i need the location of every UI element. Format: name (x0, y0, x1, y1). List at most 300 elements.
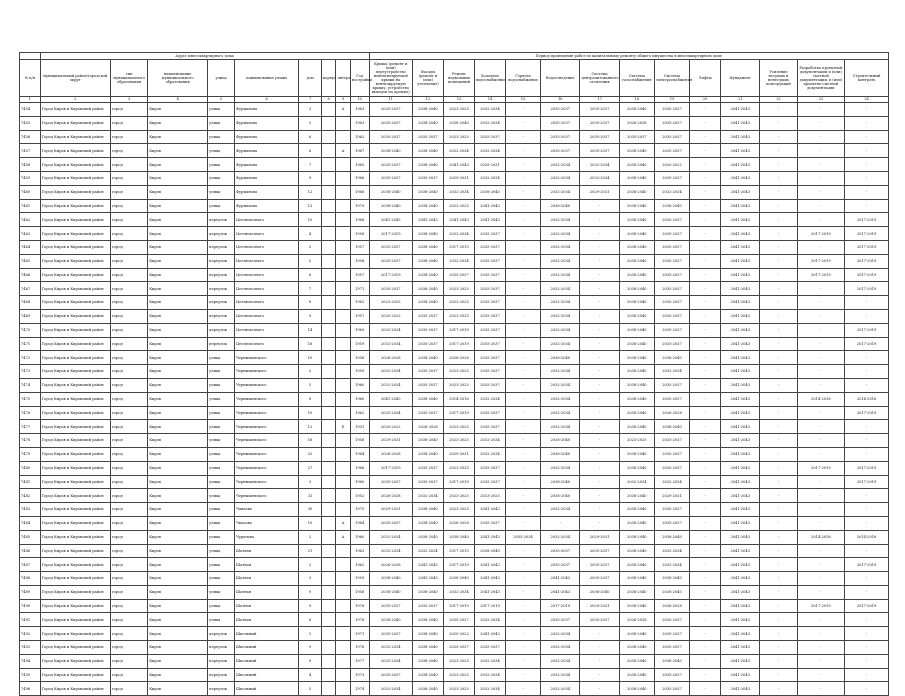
table-cell: 7492 (20, 627, 41, 641)
table-cell: - (760, 171, 797, 185)
table-cell: 2 (299, 365, 322, 379)
table-cell: 2017-2019 (797, 599, 845, 613)
table-cell: город (110, 544, 147, 558)
table-cell: 2035-2037 (474, 337, 505, 351)
table-cell: 2035-2037 (369, 254, 412, 268)
table-cell: город (110, 227, 147, 241)
table-cell: - (580, 420, 619, 434)
table-cell: - (580, 213, 619, 227)
table-cell: - (506, 351, 541, 365)
table-cell: 2032-2034 (369, 641, 412, 655)
column-header: улица (208, 60, 235, 97)
table-cell: Фурманова (235, 116, 299, 130)
table-cell (321, 378, 335, 392)
table-cell: - (690, 254, 721, 268)
table-cell: - (506, 434, 541, 448)
table-cell: - (760, 213, 797, 227)
table-cell: Город Киров и Кировский район (40, 185, 110, 199)
table-cell: - (797, 475, 845, 489)
table-row (20, 434, 889, 448)
table-cell: город (110, 254, 147, 268)
table-cell: 2035-2037 (654, 130, 689, 144)
table-cell: - (506, 682, 541, 696)
table-cell: 2038-2040 (412, 447, 443, 461)
table-cell: - (845, 199, 889, 213)
table-cell (336, 489, 350, 503)
table-cell: 2038-2040 (654, 585, 689, 599)
table-cell: 2017-2019 (845, 323, 889, 337)
table-cell: 2041-2043 (412, 572, 443, 586)
table-cell: 1952 (350, 489, 369, 503)
table-cell: - (797, 323, 845, 337)
table-cell (336, 585, 350, 599)
table-cell: 14 (299, 323, 322, 337)
table-cell: 2032-2034 (369, 378, 412, 392)
table-cell: 2032-2034 (541, 365, 580, 379)
table-cell: 7460 (20, 185, 41, 199)
table-cell: переулок (208, 654, 235, 668)
table-cell: 5 (299, 254, 322, 268)
table-cell: 2017-2019 (845, 558, 889, 572)
table-cell: 1973 (350, 668, 369, 682)
table-cell: 2041-2043 (474, 503, 505, 517)
table-cell: - (690, 668, 721, 682)
table-cell: 2035-2037 (369, 158, 412, 172)
table-cell: Целлюлозного (235, 254, 299, 268)
table-cell (321, 434, 335, 448)
table-cell: 2032-2034 (541, 227, 580, 241)
table-cell: 2041-2043 (474, 558, 505, 572)
table-row (20, 185, 889, 199)
table-row (20, 309, 889, 323)
table-cell: - (506, 392, 541, 406)
table-cell: 2035-2037 (654, 682, 689, 696)
table-cell: 2026-2028 (654, 599, 689, 613)
table-cell: 2032-2034 (541, 185, 580, 199)
table-cell: переулок (208, 240, 235, 254)
table-cell: - (760, 516, 797, 530)
table-cell: - (580, 199, 619, 213)
table-cell: 9 (299, 309, 322, 323)
table-cell: 2017-2019 (797, 227, 845, 241)
table-cell: 1957 (350, 309, 369, 323)
table-cell: улица (208, 199, 235, 213)
table-cell: 2017-2019 (443, 558, 474, 572)
table-cell: 1960 (350, 378, 369, 392)
table-cell: 2041-2043 (721, 282, 760, 296)
table-cell: 2038-2040 (654, 420, 689, 434)
table-cell: 1959 (350, 337, 369, 351)
table-cell: - (845, 103, 889, 117)
table-cell: Город Киров и Кировский район (40, 682, 110, 696)
column-number: 3 (110, 97, 147, 103)
table-cell: город (110, 158, 147, 172)
table-cell (321, 296, 335, 310)
table-cell: - (760, 130, 797, 144)
table-cell: 2041-2043 (721, 213, 760, 227)
table-cell: 2 (299, 558, 322, 572)
table-cell: 2029-2031 (580, 530, 619, 544)
table-cell: - (580, 641, 619, 655)
table-cell: Киров (148, 158, 208, 172)
table-cell (336, 282, 350, 296)
table-cell: 9 (299, 641, 322, 655)
table-row (20, 475, 889, 489)
table-cell: - (797, 572, 845, 586)
table-cell: - (797, 489, 845, 503)
table-cell: - (690, 144, 721, 158)
table-row (20, 641, 889, 655)
column-header: наименование муниципального образования (148, 60, 208, 97)
table-cell: Чернышевского (235, 378, 299, 392)
table-cell: - (845, 489, 889, 503)
table-cell: 2032-2034 (369, 654, 412, 668)
table-cell: 2032-2034 (369, 337, 412, 351)
table-cell: 2032-2034 (654, 475, 689, 489)
table-cell: 2041-2043 (721, 185, 760, 199)
table-cell: 2032-2034 (541, 268, 580, 282)
table-cell: - (797, 420, 845, 434)
table-cell (336, 475, 350, 489)
table-cell: улица (208, 158, 235, 172)
table-cell: 2038-2040 (619, 558, 654, 572)
table-cell: 2035-2037 (654, 227, 689, 241)
table-cell: 2041-2043 (721, 392, 760, 406)
table-cell: - (506, 544, 541, 558)
table-cell (321, 613, 335, 627)
table-cell: 7484 (20, 516, 41, 530)
table-cell: 7474 (20, 378, 41, 392)
table-cell: - (797, 103, 845, 117)
table-cell: - (760, 103, 797, 117)
table-cell: - (845, 309, 889, 323)
table-cell: Город Киров и Кировский район (40, 337, 110, 351)
table-cell: город (110, 599, 147, 613)
table-cell: 2038-2040 (619, 268, 654, 282)
table-cell: - (580, 461, 619, 475)
table-cell: 2032-2034 (443, 254, 474, 268)
table-cell: 2032-2034 (654, 558, 689, 572)
table-cell: 1976 (350, 599, 369, 613)
table-cell: 2032-2034 (654, 185, 689, 199)
table-cell (321, 447, 335, 461)
table-cell: Киров (148, 351, 208, 365)
column-header: Лифты (690, 60, 721, 97)
table-cell: - (690, 103, 721, 117)
table-cell: 2032-2034 (474, 434, 505, 448)
table-cell: - (506, 613, 541, 627)
table-cell: 2038-2040 (412, 668, 443, 682)
table-cell: 2035-2037 (474, 475, 505, 489)
table-cell: - (506, 558, 541, 572)
table-cell: Город Киров и Кировский район (40, 213, 110, 227)
table-cell: 2023-2025 (443, 668, 474, 682)
table-cell: Город Киров и Кировский район (40, 130, 110, 144)
table-cell: Город Киров и Кировский район (40, 171, 110, 185)
table-cell: - (690, 240, 721, 254)
table-cell: 2038-2040 (619, 282, 654, 296)
table-cell (321, 489, 335, 503)
table-row (20, 199, 889, 213)
table-cell: 2041-2043 (474, 627, 505, 641)
table-cell: Чернышевского (235, 365, 299, 379)
table-cell (321, 682, 335, 696)
table-cell: Город Киров и Кировский район (40, 158, 110, 172)
table-cell: Киров (148, 254, 208, 268)
table-cell: 2026-2028 (369, 558, 412, 572)
table-cell: Город Киров и Кировский район (40, 627, 110, 641)
table-cell: 2023-2025 (443, 654, 474, 668)
table-cell: 2035-2037 (580, 558, 619, 572)
table-cell: 2032-2034 (369, 406, 412, 420)
table-cell: 2038-2040 (619, 668, 654, 682)
table-cell: 2035-2037 (541, 130, 580, 144)
column-number: 22 (760, 97, 797, 103)
table-cell: 2038-2040 (654, 530, 689, 544)
table-cell: 2041-2043 (721, 585, 760, 599)
table-cell: Чапаева (235, 503, 299, 517)
table-cell: переулок (208, 213, 235, 227)
table-cell: 7 (299, 282, 322, 296)
table-cell: 2035-2034 (506, 530, 541, 544)
table-cell: 12 (299, 185, 322, 199)
table-cell: 2023-2025 (443, 103, 474, 117)
table-cell: Киров (148, 213, 208, 227)
table-cell: 2041-2043 (721, 447, 760, 461)
table-cell: Чернышевского (235, 351, 299, 365)
table-cell: 7469 (20, 309, 41, 323)
table-cell: 16 (299, 434, 322, 448)
table-cell (321, 103, 335, 117)
table-cell: - (760, 558, 797, 572)
table-cell: 2035-2037 (541, 558, 580, 572)
table-cell: 2029-2031 (580, 185, 619, 199)
table-cell: - (760, 158, 797, 172)
table-cell: переулок (208, 682, 235, 696)
table-cell: 1963 (350, 103, 369, 117)
table-row (20, 323, 889, 337)
column-header: Система газоснабжения (619, 60, 654, 97)
table-cell: город (110, 516, 147, 530)
table-cell: - (580, 654, 619, 668)
table-cell: 2032-2034 (541, 213, 580, 227)
table-cell: 2017-2019 (443, 544, 474, 558)
table-cell: 2023-2025 (443, 489, 474, 503)
table-cell: 2035-2037 (580, 572, 619, 586)
table-cell: 9 (299, 654, 322, 668)
table-cell (336, 461, 350, 475)
column-number: 24 (845, 97, 889, 103)
table-cell: - (760, 475, 797, 489)
table-cell: Киров (148, 309, 208, 323)
table-cell: - (845, 682, 889, 696)
table-cell: 2038-2040 (619, 337, 654, 351)
table-cell (321, 530, 335, 544)
table-cell: 2038-2040 (619, 199, 654, 213)
table-cell: - (690, 627, 721, 641)
table-cell: 7477 (20, 420, 41, 434)
table-cell: 1958 (350, 434, 369, 448)
table-cell: 2032-2034 (541, 627, 580, 641)
table-cell: 7488 (20, 572, 41, 586)
table-cell: 7459 (20, 171, 41, 185)
table-cell: Киров (148, 516, 208, 530)
table-cell: город (110, 558, 147, 572)
table-cell: - (506, 641, 541, 655)
table-cell: город (110, 378, 147, 392)
column-number: 6 (235, 97, 299, 103)
table-cell: - (760, 406, 797, 420)
table-cell: 2032-2034 (541, 530, 580, 544)
table-cell: 2035-2037 (474, 365, 505, 379)
column-number: 1 (20, 97, 41, 103)
table-cell: город (110, 572, 147, 586)
table-cell: 7495 (20, 668, 41, 682)
table-cell: 2032-2034 (541, 461, 580, 475)
table-cell: 2020-2022 (443, 627, 474, 641)
table-cell: - (580, 668, 619, 682)
table-cell: 2014-2016 (797, 392, 845, 406)
table-cell: 2038-2040 (412, 351, 443, 365)
table-cell (336, 254, 350, 268)
table-cell: 2035-2037 (654, 641, 689, 655)
table-cell: - (845, 613, 889, 627)
table-cell: 2035-2037 (654, 282, 689, 296)
table-cell: 2032-2034 (541, 668, 580, 682)
table-cell: 2032-2034 (541, 641, 580, 655)
table-row (20, 268, 889, 282)
table-cell: 1962 (350, 130, 369, 144)
table-cell: - (797, 144, 845, 158)
table-cell: - (690, 641, 721, 655)
table-cell: 9 (299, 599, 322, 613)
table-cell: Город Киров и Кировский район (40, 530, 110, 544)
table-cell: 2038-2040 (619, 503, 654, 517)
table-cell: - (690, 558, 721, 572)
table-cell: город (110, 434, 147, 448)
column-number: 11 (369, 97, 412, 103)
table-cell: Киров (148, 144, 208, 158)
table-cell: город (110, 351, 147, 365)
table-cell: - (506, 227, 541, 241)
table-cell: улица (208, 130, 235, 144)
table-cell: 2035-2037 (541, 544, 580, 558)
table-cell: - (797, 282, 845, 296)
table-cell: - (580, 434, 619, 448)
table-cell: переулок (208, 641, 235, 655)
table-cell: 2032-2034 (541, 420, 580, 434)
table-cell (336, 544, 350, 558)
table-cell: - (760, 613, 797, 627)
table-cell: - (690, 613, 721, 627)
table-cell: 2026-2028 (369, 447, 412, 461)
table-cell (336, 378, 350, 392)
column-header: Усиление несущих и ненесущих конструкций (760, 60, 797, 97)
table-cell: 2041-2043 (412, 213, 443, 227)
table-cell: 2029-2031 (443, 447, 474, 461)
table-cell: 2038-2040 (412, 144, 443, 158)
column-header: Водоотведение (541, 60, 580, 97)
table-cell: - (845, 585, 889, 599)
table-cell: 2041-2043 (721, 627, 760, 641)
table-cell: 2038-2040 (541, 447, 580, 461)
table-cell: 2032-2034 (474, 116, 505, 130)
table-cell: 7483 (20, 503, 41, 517)
table-cell: 3 (299, 103, 322, 117)
table-cell: - (506, 323, 541, 337)
table-cell: - (690, 351, 721, 365)
table-cell: - (760, 365, 797, 379)
column-number: 18 (619, 97, 654, 103)
table-cell: - (690, 475, 721, 489)
table-cell: улица (208, 365, 235, 379)
table-cell: Киров (148, 392, 208, 406)
table-cell: Целлюлозного (235, 240, 299, 254)
table-cell: 2032-2034 (369, 365, 412, 379)
column-header: наименование улицы (235, 60, 299, 97)
column-header: Год постройки (350, 60, 369, 97)
table-cell: Киров (148, 585, 208, 599)
table-cell: 2041-2043 (721, 530, 760, 544)
table-cell: 2038-2040 (412, 227, 443, 241)
table-cell: переулок (208, 668, 235, 682)
table-cell: 2017-2019 (443, 240, 474, 254)
table-cell: улица (208, 406, 235, 420)
table-cell: 2035-2037 (654, 268, 689, 282)
table-cell: 1968 (350, 185, 369, 199)
column-header: Строительный контроль (845, 60, 889, 97)
table-cell: 1977 (350, 654, 369, 668)
table-cell: Целлюлозного (235, 282, 299, 296)
table-cell: Фурманова (235, 171, 299, 185)
table-cell (336, 116, 350, 130)
table-cell: Киров (148, 544, 208, 558)
table-cell: 2020-2022 (369, 309, 412, 323)
column-number: 4 (148, 97, 208, 103)
table-cell: - (797, 503, 845, 517)
table-cell: 2032-2034 (474, 103, 505, 117)
table-cell: 2023-2025 (443, 130, 474, 144)
table-cell: переулок (208, 309, 235, 323)
table-cell: - (760, 668, 797, 682)
table-cell: 2038-2040 (369, 199, 412, 213)
table-cell: Киров (148, 627, 208, 641)
table-cell: - (690, 572, 721, 586)
table-cell: 2041-2043 (721, 130, 760, 144)
table-cell (336, 171, 350, 185)
table-cell: 2035-2037 (474, 309, 505, 323)
table-cell: - (506, 668, 541, 682)
table-cell: Город Киров и Кировский район (40, 475, 110, 489)
table-cell: 2032-2034 (474, 668, 505, 682)
table-cell: - (580, 227, 619, 241)
table-cell: - (797, 185, 845, 199)
table-cell: 13 (299, 199, 322, 213)
table-cell: 7468 (20, 296, 41, 310)
table-cell: - (690, 130, 721, 144)
table-cell: Киров (148, 337, 208, 351)
table-cell: - (690, 227, 721, 241)
table-cell: 7487 (20, 558, 41, 572)
table-row (20, 572, 889, 586)
table-cell (321, 627, 335, 641)
column-number: 5 (208, 97, 235, 103)
table-cell: - (506, 158, 541, 172)
table-cell: 2032-2034 (580, 158, 619, 172)
table-cell: - (580, 475, 619, 489)
table-cell: 2038-2040 (412, 503, 443, 517)
table-cell: переулок (208, 227, 235, 241)
